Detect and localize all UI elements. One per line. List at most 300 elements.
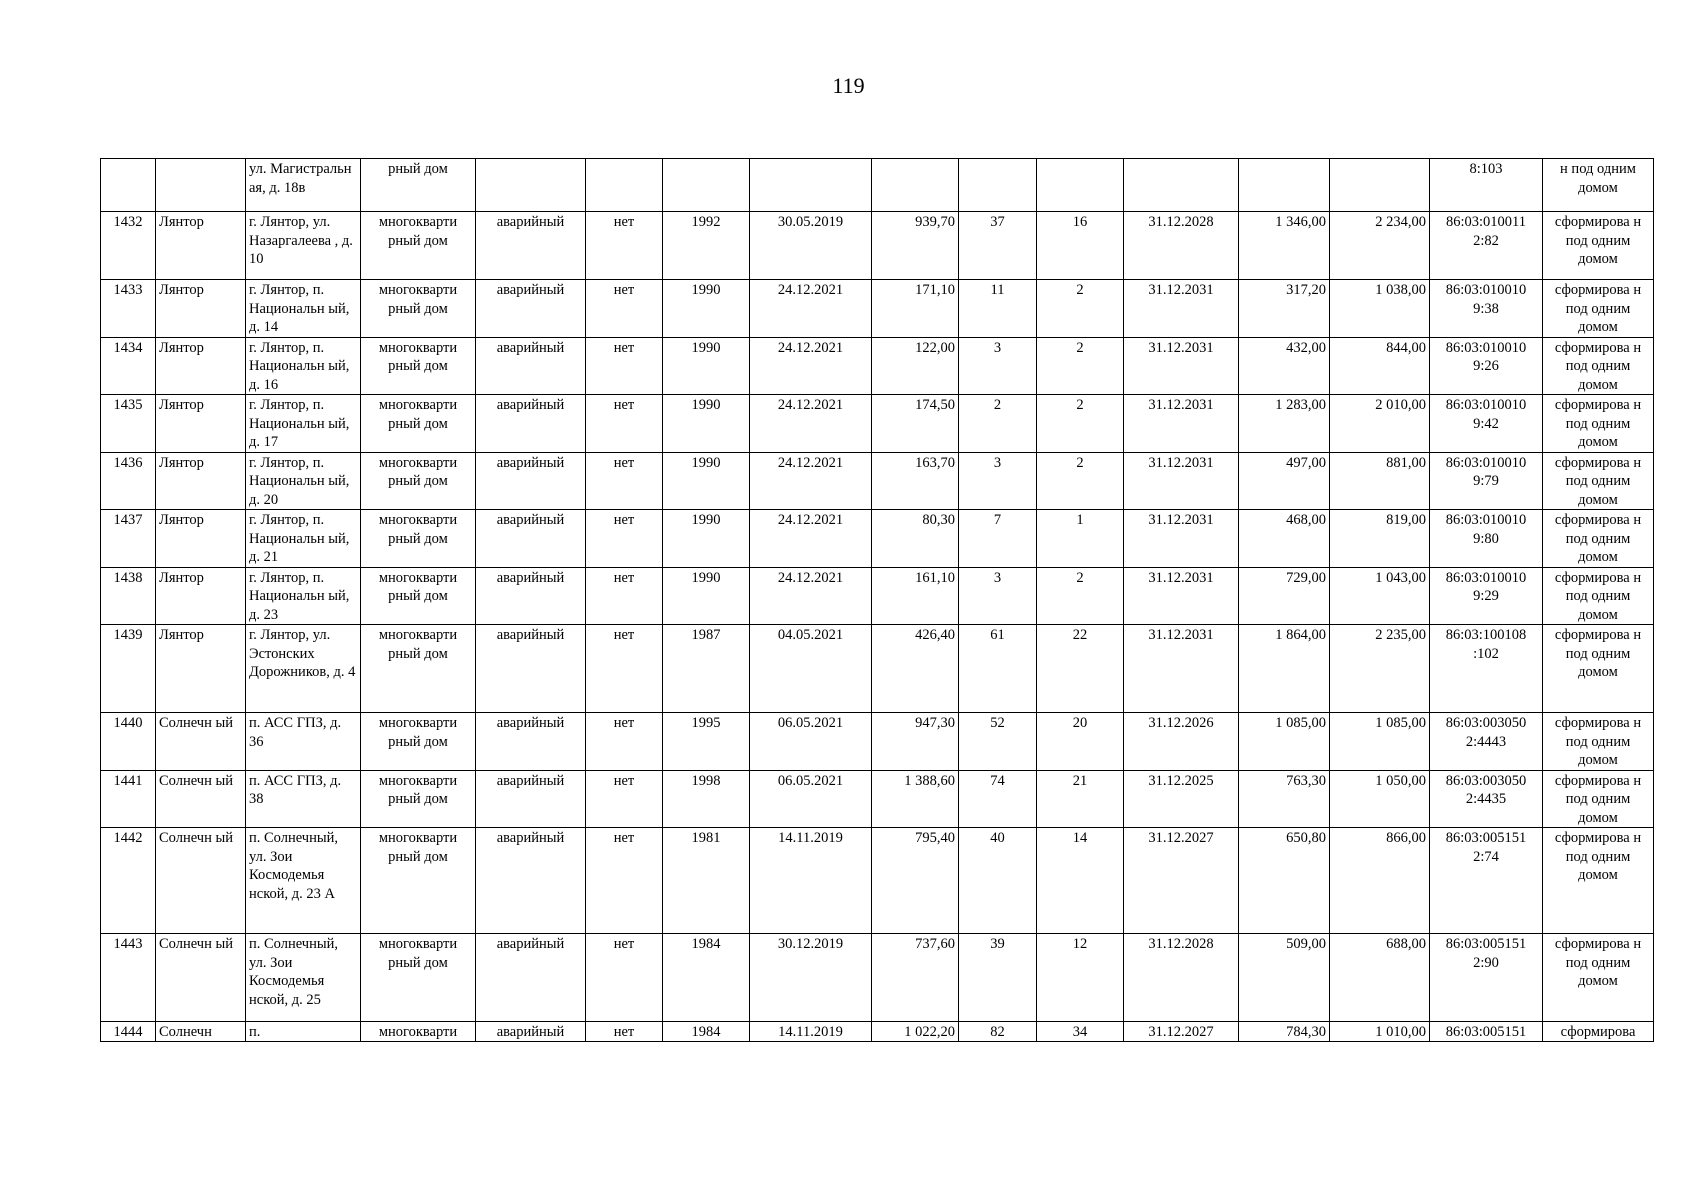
cell-residents-count (959, 828, 1037, 934)
cost-1-text: 763,30 (1286, 772, 1326, 789)
residents-count-text: 39 (990, 936, 1005, 952)
address-text: г. Лянтор, ул. Эстонских Дорожников, д. 4 (249, 627, 356, 680)
cost-1-text: 1 085,00 (1275, 715, 1326, 731)
address-text: г. Лянтор, ул. Назаргалеева , д. 10 (249, 214, 353, 267)
settlement-text: Солнечн ый (159, 715, 233, 731)
area-text: 737,60 (915, 936, 955, 952)
cadastral-number-text: 86:03:010011 2:82 (1445, 214, 1527, 249)
cell-land-plot-status (1543, 395, 1654, 453)
cell-cost-2 (1330, 625, 1430, 713)
cell-cadastral-number (1430, 1022, 1543, 1042)
building-type-text: многокварти рный дом (378, 214, 458, 249)
land-plot-status-text: н под одним домом (1560, 161, 1636, 196)
land-plot-status-text: сформирова н под одним домом (1554, 339, 1642, 393)
settlement-text: Лянтор (159, 214, 204, 230)
cell-resettlement-deadline (1124, 828, 1239, 934)
settlement-text: Лянтор (159, 397, 204, 413)
cell-land-plot-status (1543, 934, 1654, 1022)
table-row (101, 159, 1654, 212)
cell-row-number (101, 510, 156, 568)
row-number-text: 1434 (113, 339, 143, 356)
land-plot-status-text: сформирова н под одним домом (1554, 936, 1642, 989)
condition-text: аварийный (496, 936, 565, 952)
cell-flag (586, 337, 663, 395)
cell-cost-1 (1239, 395, 1330, 453)
cell-area (872, 337, 959, 395)
cell-area (872, 567, 959, 625)
cell-condition (476, 625, 586, 713)
cadastral-number-text: 86:03:003050 2:4443 (1445, 715, 1527, 750)
cell-recognition-date (750, 212, 872, 280)
cell-resettlement-deadline (1124, 337, 1239, 395)
cell-cost-2 (1330, 395, 1430, 453)
cell-land-plot-status (1543, 567, 1654, 625)
cell-cost-2 (1330, 510, 1430, 568)
resettlement-deadline-text: 31.12.2028 (1148, 214, 1214, 230)
apartments-count-text: 20 (1072, 715, 1088, 731)
cell-apartments-count (1037, 1022, 1124, 1042)
cell-condition (476, 337, 586, 395)
cell-cost-1 (1239, 713, 1330, 771)
cell-cost-1 (1239, 770, 1330, 828)
table-row (101, 713, 1654, 771)
cost-2-text: 688,00 (1386, 936, 1426, 952)
year-built-text: 1990 (691, 454, 721, 471)
building-type-text: многокварти рный дом (378, 715, 458, 750)
cell-residents-count (959, 395, 1037, 453)
cell-row-number (101, 337, 156, 395)
cost-2-text: 2 010,00 (1375, 397, 1426, 413)
year-built-text: 1990 (691, 569, 721, 586)
cell-residents-count (959, 337, 1037, 395)
cell-cadastral-number (1430, 337, 1543, 395)
table-row (101, 510, 1654, 568)
cell-apartments-count (1037, 625, 1124, 713)
cell-area (872, 1022, 959, 1042)
cell-resettlement-deadline (1124, 770, 1239, 828)
recognition-date-text: 04.05.2021 (777, 627, 844, 643)
year-built-text: 1984 (691, 936, 721, 952)
apartments-count-text: 2 (1076, 397, 1084, 413)
cell-cadastral-number (1430, 510, 1543, 568)
address-text: п. (249, 1024, 261, 1040)
recognition-date-text: 24.12.2021 (777, 397, 844, 413)
year-built-text: 1990 (691, 512, 721, 528)
cell-cadastral-number (1430, 212, 1543, 280)
row-number-text: 1438 (113, 569, 143, 586)
settlement-text: Солнечн ый (159, 936, 233, 952)
residents-count-text: 3 (993, 569, 1002, 586)
flag-text: нет (613, 715, 635, 731)
cell-address (246, 567, 361, 625)
cell-flag (586, 510, 663, 568)
resettlement-deadline-text: 31.12.2031 (1148, 397, 1214, 413)
cell-settlement (156, 625, 246, 713)
area-text: 795,40 (915, 830, 955, 846)
condition-text: аварийный (496, 830, 565, 846)
cost-1-text: 432,00 (1286, 339, 1326, 356)
cost-2-text: 1 038,00 (1375, 282, 1426, 298)
cell-building-type (361, 337, 476, 395)
row-number-text: 1437 (113, 512, 143, 528)
recognition-date-text: 30.12.2019 (777, 936, 844, 952)
cell-cost-1 (1239, 452, 1330, 510)
row-number-text: 1441 (113, 772, 143, 789)
cell-recognition-date (750, 159, 872, 212)
building-type-text: многокварти рный дом (378, 627, 458, 662)
cell-condition (476, 567, 586, 625)
cell-cadastral-number (1430, 452, 1543, 510)
recognition-date-text: 14.11.2019 (778, 1024, 843, 1040)
cell-condition (476, 1022, 586, 1042)
resettlement-deadline-text: 31.12.2031 (1148, 339, 1214, 356)
table-row (101, 770, 1654, 828)
apartments-count-text: 22 (1072, 627, 1088, 643)
resettlement-deadline-text: 31.12.2028 (1148, 936, 1214, 952)
cell-year-built (663, 934, 750, 1022)
resettlement-deadline-text: 31.12.2026 (1148, 715, 1214, 731)
cost-1-text: 1 864,00 (1275, 627, 1326, 643)
cell-cost-2 (1330, 159, 1430, 212)
cell-residents-count (959, 625, 1037, 713)
land-plot-status-text: сформирова н под одним домом (1554, 512, 1642, 565)
cell-area (872, 159, 959, 212)
land-plot-status-text: сформирова н под одним домом (1554, 715, 1642, 768)
cell-condition (476, 510, 586, 568)
settlement-text: Солнечн ый (159, 830, 233, 846)
area-text: 163,70 (915, 454, 955, 471)
cell-cadastral-number (1430, 713, 1543, 771)
cell-row-number (101, 395, 156, 453)
year-built-text: 1990 (691, 339, 721, 356)
cell-area (872, 452, 959, 510)
residents-count-text: 37 (990, 214, 1005, 230)
cell-address (246, 159, 361, 212)
cell-cost-1 (1239, 280, 1330, 338)
residents-count-text: 82 (990, 1024, 1005, 1040)
recognition-date-text: 14.11.2019 (778, 830, 843, 846)
cell-resettlement-deadline (1124, 395, 1239, 453)
cadastral-number-text: 86:03:100108 :102 (1445, 627, 1527, 662)
flag-text: нет (613, 339, 635, 356)
apartments-count-text: 21 (1072, 772, 1088, 789)
cell-row-number (101, 159, 156, 212)
cell-land-plot-status (1543, 1022, 1654, 1042)
flag-text: нет (613, 397, 635, 413)
cell-settlement (156, 452, 246, 510)
land-plot-status-text: сформирова н под одним домом (1554, 830, 1642, 883)
apartments-count-text: 16 (1072, 214, 1088, 230)
land-plot-status-text: сформирова (1560, 1024, 1636, 1040)
cell-year-built (663, 452, 750, 510)
year-built-text: 1981 (691, 830, 721, 846)
cell-recognition-date (750, 452, 872, 510)
cost-1-text: 468,00 (1286, 512, 1326, 528)
cell-condition (476, 395, 586, 453)
cell-flag (586, 828, 663, 934)
cell-address (246, 770, 361, 828)
table-body (101, 159, 1654, 1042)
cell-recognition-date (750, 625, 872, 713)
condition-text: аварийный (496, 772, 565, 789)
apartments-count-text: 2 (1076, 454, 1084, 471)
condition-text: аварийный (496, 454, 565, 471)
row-number-text: 1442 (113, 830, 143, 846)
flag-text: нет (613, 569, 635, 586)
cost-1-text: 1 346,00 (1275, 214, 1326, 230)
cell-cost-2 (1330, 212, 1430, 280)
cell-area (872, 770, 959, 828)
cell-area (872, 510, 959, 568)
cell-year-built (663, 337, 750, 395)
settlement-text: Солнечн (159, 1024, 212, 1040)
cadastral-number-text: 86:03:010010 9:42 (1445, 397, 1527, 432)
cell-land-plot-status (1543, 452, 1654, 510)
building-type-text: рный дом (388, 161, 448, 177)
cell-building-type (361, 159, 476, 212)
cell-year-built (663, 212, 750, 280)
residents-count-text: 3 (993, 339, 1002, 356)
row-number-text: 1440 (113, 715, 143, 731)
condition-text: аварийный (496, 397, 565, 413)
area-text: 80,30 (922, 512, 955, 528)
cost-1-text: 509,00 (1286, 936, 1326, 952)
cost-1-text: 784,30 (1286, 1024, 1326, 1040)
cell-year-built (663, 395, 750, 453)
cost-1-text: 729,00 (1286, 569, 1326, 586)
recognition-date-text: 30.05.2019 (777, 214, 844, 230)
cost-1-text: 317,20 (1286, 282, 1326, 298)
cell-condition (476, 159, 586, 212)
cell-settlement (156, 713, 246, 771)
cell-cadastral-number (1430, 280, 1543, 338)
table-row (101, 280, 1654, 338)
condition-text: аварийный (496, 214, 565, 230)
land-plot-status-text: сформирова н под одним домом (1554, 214, 1642, 267)
cell-year-built (663, 713, 750, 771)
cell-cadastral-number (1430, 625, 1543, 713)
recognition-date-text: 24.12.2021 (777, 454, 844, 471)
resettlement-deadline-text: 31.12.2031 (1148, 282, 1214, 298)
resettlement-deadline-text: 31.12.2027 (1148, 1024, 1214, 1040)
cell-settlement (156, 280, 246, 338)
cell-row-number (101, 828, 156, 934)
cell-cost-1 (1239, 828, 1330, 934)
cell-year-built (663, 159, 750, 212)
flag-text: нет (613, 454, 635, 471)
cell-row-number (101, 567, 156, 625)
cell-apartments-count (1037, 280, 1124, 338)
table-row (101, 625, 1654, 713)
cell-row-number (101, 280, 156, 338)
residents-count-text: 11 (990, 282, 1005, 298)
land-plot-status-text: сформирова н под одним домом (1554, 454, 1642, 508)
cell-flag (586, 770, 663, 828)
cell-apartments-count (1037, 770, 1124, 828)
cell-residents-count (959, 567, 1037, 625)
cell-land-plot-status (1543, 713, 1654, 771)
cell-cadastral-number (1430, 567, 1543, 625)
cell-cadastral-number (1430, 159, 1543, 212)
cell-cost-1 (1239, 625, 1330, 713)
cadastral-number-text: 86:03:005151 2:90 (1445, 936, 1527, 971)
cell-residents-count (959, 452, 1037, 510)
cell-area (872, 280, 959, 338)
table-row (101, 337, 1654, 395)
cadastral-number-text: 86:03:010010 9:80 (1445, 512, 1527, 547)
address-text: п. Солнечный, ул. Зои Космодемья нской, д. 25 (249, 936, 338, 1008)
cell-recognition-date (750, 510, 872, 568)
cell-address (246, 828, 361, 934)
resettlement-deadline-text: 31.12.2031 (1148, 569, 1214, 586)
area-text: 1 022,20 (904, 1024, 955, 1040)
area-text: 122,00 (915, 339, 955, 356)
residents-count-text: 7 (993, 512, 1002, 528)
cost-1-text: 497,00 (1286, 454, 1326, 471)
cadastral-number-text: 8:103 (1469, 161, 1503, 177)
cell-settlement (156, 770, 246, 828)
cadastral-number-text: 86:03:005151 (1445, 1024, 1527, 1040)
cell-cost-2 (1330, 770, 1430, 828)
cell-area (872, 934, 959, 1022)
cell-settlement (156, 828, 246, 934)
cell-flag (586, 212, 663, 280)
cell-recognition-date (750, 713, 872, 771)
cell-address (246, 510, 361, 568)
building-type-text: многокварти рный дом (378, 397, 458, 432)
table-row (101, 212, 1654, 280)
cell-resettlement-deadline (1124, 212, 1239, 280)
address-text: г. Лянтор, п. Национальн ый, д. 14 (249, 282, 350, 335)
cell-address (246, 395, 361, 453)
year-built-text: 1995 (691, 715, 721, 731)
cell-cadastral-number (1430, 770, 1543, 828)
cell-recognition-date (750, 770, 872, 828)
flag-text: нет (613, 936, 635, 952)
building-type-text: многокварти рный дом (378, 772, 458, 807)
cell-settlement (156, 934, 246, 1022)
area-text: 171,10 (915, 282, 955, 298)
cell-area (872, 625, 959, 713)
cell-flag (586, 713, 663, 771)
address-text: ул. Магистральн ая, д. 18в (249, 161, 352, 196)
cell-condition (476, 934, 586, 1022)
cell-recognition-date (750, 1022, 872, 1042)
cell-address (246, 625, 361, 713)
table-row (101, 395, 1654, 453)
apartments-count-text: 2 (1076, 569, 1084, 586)
cell-building-type (361, 713, 476, 771)
condition-text: аварийный (496, 1024, 565, 1040)
year-built-text: 1992 (691, 214, 721, 230)
cell-row-number (101, 713, 156, 771)
cost-2-text: 2 234,00 (1375, 214, 1426, 230)
row-number-text: 1435 (113, 397, 143, 413)
flag-text: нет (613, 830, 635, 846)
cadastral-number-text: 86:03:010010 9:38 (1445, 282, 1527, 317)
cell-condition (476, 828, 586, 934)
cell-building-type (361, 212, 476, 280)
residents-count-text: 74 (990, 772, 1005, 789)
area-text: 939,70 (915, 214, 955, 230)
cell-cost-1 (1239, 1022, 1330, 1042)
cost-2-text: 1 043,00 (1375, 569, 1426, 586)
area-text: 161,10 (915, 569, 955, 586)
recognition-date-text: 24.12.2021 (777, 282, 844, 298)
cadastral-number-text: 86:03:005151 2:74 (1445, 830, 1527, 865)
cell-building-type (361, 828, 476, 934)
cost-2-text: 2 235,00 (1375, 627, 1426, 643)
condition-text: аварийный (496, 569, 565, 586)
cell-cost-1 (1239, 567, 1330, 625)
cost-1-text: 1 283,00 (1275, 397, 1326, 413)
year-built-text: 1984 (691, 1024, 721, 1040)
table-row (101, 828, 1654, 934)
cell-apartments-count (1037, 452, 1124, 510)
cell-building-type (361, 395, 476, 453)
cell-land-plot-status (1543, 828, 1654, 934)
apartments-count-text: 2 (1076, 339, 1084, 356)
cell-building-type (361, 510, 476, 568)
cell-residents-count (959, 280, 1037, 338)
building-type-text: многокварти рный дом (378, 339, 458, 374)
cell-resettlement-deadline (1124, 625, 1239, 713)
building-type-text: многокварти рный дом (378, 512, 458, 547)
cell-residents-count (959, 1022, 1037, 1042)
cell-apartments-count (1037, 212, 1124, 280)
residents-count-text: 3 (993, 454, 1002, 471)
residents-count-text: 52 (990, 715, 1005, 731)
cell-settlement (156, 567, 246, 625)
cost-2-text: 819,00 (1386, 512, 1426, 528)
row-number-text: 1443 (113, 936, 143, 952)
resettlement-deadline-text: 31.12.2031 (1148, 454, 1214, 471)
cell-condition (476, 212, 586, 280)
cell-resettlement-deadline (1124, 452, 1239, 510)
cell-building-type (361, 625, 476, 713)
cell-year-built (663, 510, 750, 568)
cell-cadastral-number (1430, 828, 1543, 934)
cell-recognition-date (750, 934, 872, 1022)
cell-year-built (663, 1022, 750, 1042)
cell-flag (586, 159, 663, 212)
cadastral-number-text: 86:03:010010 9:29 (1445, 569, 1527, 604)
apartments-count-text: 2 (1076, 282, 1084, 298)
cell-residents-count (959, 713, 1037, 771)
building-type-text: многокварти рный дом (378, 282, 458, 317)
building-type-text: многокварти рный дом (378, 569, 458, 604)
cell-cost-2 (1330, 713, 1430, 771)
cell-resettlement-deadline (1124, 280, 1239, 338)
cell-cost-2 (1330, 337, 1430, 395)
cell-flag (586, 625, 663, 713)
cell-cost-1 (1239, 159, 1330, 212)
cell-settlement (156, 510, 246, 568)
row-number-text: 1436 (113, 454, 143, 471)
cell-residents-count (959, 212, 1037, 280)
cadastral-number-text: 86:03:003050 2:4435 (1445, 772, 1527, 807)
cadastral-number-text: 86:03:010010 9:26 (1445, 339, 1527, 374)
table-row (101, 934, 1654, 1022)
cell-recognition-date (750, 337, 872, 395)
cell-address (246, 337, 361, 395)
cell-settlement (156, 395, 246, 453)
address-text: п. АСС ГПЗ, д. 36 (249, 715, 342, 750)
address-text: п. Солнечный, ул. Зои Космодемья нской, д. 23 А (249, 830, 338, 902)
cell-address (246, 1022, 361, 1042)
apartments-count-text: 34 (1072, 1024, 1088, 1040)
cell-recognition-date (750, 280, 872, 338)
